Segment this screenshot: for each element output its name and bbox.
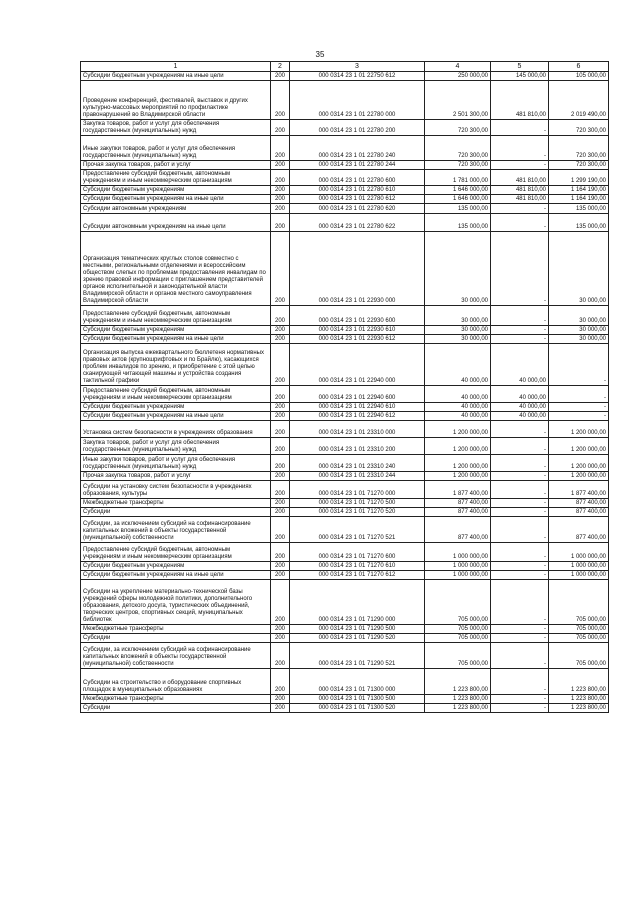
budget-code: 000 0314 23 1 01 22930 000 [290, 232, 425, 306]
executed-amount: - [491, 161, 549, 170]
table-row [81, 195, 609, 204]
remainder-amount: 720 300,00 [549, 120, 609, 136]
admin-code: 200 [271, 72, 290, 81]
budget-code: 000 0314 23 1 01 22780 610 [290, 186, 425, 195]
table-row [81, 186, 609, 195]
executed-amount: 145 000,00 [491, 72, 549, 81]
row-label: Субсидии бюджетным учреждениям на иные цели [81, 72, 271, 81]
row-label: Организация выпуска ежеквартального бюллетеня нормативных правовых актов (крупношрифтовых и по Брайлю), касающихся проблем инвалидов по зрению, и приобретение с этой целью сканирующей читающей машины и устройства создания тактильной графики [81, 344, 271, 386]
row-label: Субсидии [81, 634, 271, 643]
budget-code: 000 0314 23 1 01 71290 000 [290, 580, 425, 625]
approved-amount: 720 300,00 [425, 161, 491, 170]
executed-amount: - [491, 455, 549, 472]
executed-amount: - [491, 571, 549, 580]
executed-amount: - [491, 543, 549, 562]
budget-code: 000 0314 23 1 01 23310 244 [290, 472, 425, 481]
table-row [81, 204, 609, 214]
admin-code: 200 [271, 306, 290, 326]
table-row [81, 421, 609, 438]
table-row [81, 412, 609, 421]
budget-code: 000 0314 23 1 01 71270 520 [290, 508, 425, 517]
approved-amount: 250 000,00 [425, 72, 491, 81]
column-header: 6 [549, 62, 609, 72]
admin-code: 200 [271, 643, 290, 669]
executed-amount: - [491, 214, 549, 232]
row-label: Установка систем безопасности в учреждениях образования [81, 421, 271, 438]
remainder-amount: 720 300,00 [549, 161, 609, 170]
admin-code: 200 [271, 195, 290, 204]
table-row [81, 232, 609, 306]
admin-code: 200 [271, 580, 290, 625]
approved-amount: 30 000,00 [425, 306, 491, 326]
admin-code: 200 [271, 136, 290, 161]
admin-code: 200 [271, 562, 290, 571]
remainder-amount: 1 000 000,00 [549, 543, 609, 562]
executed-amount: - [491, 625, 549, 634]
table-row [81, 344, 609, 386]
executed-amount: - [491, 643, 549, 669]
executed-amount: - [491, 335, 549, 344]
budget-code: 000 0314 23 1 01 22940 610 [290, 403, 425, 412]
remainder-amount: 135 000,00 [549, 204, 609, 214]
row-label: Субсидии бюджетным учреждениям на иные цели [81, 195, 271, 204]
table-row [81, 214, 609, 232]
budget-code: 000 0314 23 1 01 71300 500 [290, 695, 425, 704]
table-row [81, 517, 609, 543]
approved-amount: 135 000,00 [425, 214, 491, 232]
approved-amount: 877 400,00 [425, 499, 491, 508]
approved-amount: 1 000 000,00 [425, 571, 491, 580]
remainder-amount: 1 000 000,00 [549, 571, 609, 580]
remainder-amount: 705 000,00 [549, 625, 609, 634]
table-row [81, 508, 609, 517]
row-label: Субсидии бюджетным учреждениям на иные цели [81, 412, 271, 421]
budget-code: 000 0314 23 1 01 22930 610 [290, 326, 425, 335]
table-row [81, 472, 609, 481]
row-label: Субсидии на строительство и оборудование спортивных площадок в муниципальных образованиях [81, 669, 271, 695]
remainder-amount: 105 000,00 [549, 72, 609, 81]
table-row [81, 403, 609, 412]
approved-amount: 705 000,00 [425, 643, 491, 669]
executed-amount: - [491, 517, 549, 543]
column-header: 5 [491, 62, 549, 72]
row-label: Предоставление субсидий бюджетным, автономным учреждениям и иным некоммерческим организациям [81, 543, 271, 562]
approved-amount: 30 000,00 [425, 335, 491, 344]
executed-amount: - [491, 580, 549, 625]
executed-amount: 40 000,00 [491, 344, 549, 386]
approved-amount: 720 300,00 [425, 120, 491, 136]
admin-code: 200 [271, 204, 290, 214]
approved-amount: 720 300,00 [425, 136, 491, 161]
budget-table [80, 61, 609, 713]
executed-amount: - [491, 326, 549, 335]
admin-code: 200 [271, 214, 290, 232]
executed-amount: - [491, 232, 549, 306]
budget-code: 000 0314 23 1 01 71290 521 [290, 643, 425, 669]
row-label: Организация тематических круглых столов совместно с местными, региональными отделениями и всероссийским обществом слепых по проблемам предоставления инвалидам по зрению правовой информации с приглашением представителей органов исполнительной и законодательной власти Владимирской области и органов местного самоуправления Владимирской области [81, 232, 271, 306]
executed-amount: 481 810,00 [491, 186, 549, 195]
remainder-amount: - [549, 344, 609, 386]
remainder-amount: 30 000,00 [549, 306, 609, 326]
remainder-amount: 877 400,00 [549, 508, 609, 517]
table-row [81, 161, 609, 170]
table-row [81, 643, 609, 669]
table-row [81, 695, 609, 704]
approved-amount: 1 223 800,00 [425, 704, 491, 713]
budget-code: 000 0314 23 1 01 22930 612 [290, 335, 425, 344]
approved-amount: 1 000 000,00 [425, 562, 491, 571]
admin-code: 200 [271, 499, 290, 508]
row-label: Субсидии автономным учреждениям [81, 204, 271, 214]
executed-amount: 481 810,00 [491, 195, 549, 204]
column-header: 3 [290, 62, 425, 72]
executed-amount: 40 000,00 [491, 412, 549, 421]
executed-amount: - [491, 421, 549, 438]
executed-amount: - [491, 472, 549, 481]
budget-code: 000 0314 23 1 01 22750 612 [290, 72, 425, 81]
row-label: Субсидии бюджетным учреждениям [81, 326, 271, 335]
budget-code: 000 0314 23 1 01 23310 240 [290, 455, 425, 472]
admin-code: 200 [271, 438, 290, 455]
remainder-amount: 720 300,00 [549, 136, 609, 161]
admin-code: 200 [271, 186, 290, 195]
budget-code: 000 0314 23 1 01 71300 520 [290, 704, 425, 713]
row-label: Прочая закупка товаров, работ и услуг [81, 161, 271, 170]
budget-code: 000 0314 23 1 01 71290 520 [290, 634, 425, 643]
remainder-amount: 1 877 400,00 [549, 481, 609, 499]
budget-code: 000 0314 23 1 01 71300 000 [290, 669, 425, 695]
admin-code: 200 [271, 625, 290, 634]
remainder-amount: 705 000,00 [549, 634, 609, 643]
row-label: Субсидии бюджетным учреждениям [81, 186, 271, 195]
row-label: Предоставление субсидий бюджетным, автономным учреждениям и иным некоммерческим организациям [81, 170, 271, 186]
table-row [81, 136, 609, 161]
approved-amount: 30 000,00 [425, 232, 491, 306]
budget-code: 000 0314 23 1 01 22930 600 [290, 306, 425, 326]
table-row [81, 306, 609, 326]
approved-amount: 1 200 000,00 [425, 472, 491, 481]
admin-code: 200 [271, 386, 290, 403]
remainder-amount: 30 000,00 [549, 232, 609, 306]
table-row [81, 499, 609, 508]
row-label: Предоставление субсидий бюджетным, автономным учреждениям и иным некоммерческим организациям [81, 386, 271, 403]
remainder-amount: 1 299 190,00 [549, 170, 609, 186]
row-label: Субсидии [81, 508, 271, 517]
row-label: Субсидии бюджетным учреждениям на иные цели [81, 335, 271, 344]
approved-amount: 705 000,00 [425, 580, 491, 625]
approved-amount: 877 400,00 [425, 508, 491, 517]
table-row [81, 625, 609, 634]
remainder-amount: - [549, 403, 609, 412]
approved-amount: 705 000,00 [425, 625, 491, 634]
remainder-amount: 877 400,00 [549, 517, 609, 543]
executed-amount: - [491, 481, 549, 499]
executed-amount: - [491, 704, 549, 713]
row-label: Субсидии бюджетным учреждениям [81, 403, 271, 412]
budget-code: 000 0314 23 1 01 71270 610 [290, 562, 425, 571]
executed-amount: - [491, 136, 549, 161]
budget-code: 000 0314 23 1 01 22780 000 [290, 81, 425, 120]
approved-amount: 40 000,00 [425, 386, 491, 403]
remainder-amount: 30 000,00 [549, 326, 609, 335]
approved-amount: 1 646 000,00 [425, 186, 491, 195]
table-row [81, 562, 609, 571]
table-row [81, 669, 609, 695]
remainder-amount: 135 000,00 [549, 214, 609, 232]
remainder-amount: 705 000,00 [549, 580, 609, 625]
row-label: Субсидии на укрепление материально-технической базы учреждений сферы молодежной политики, дополнительного образования, детского досуга, туристических объединений, творческих центров, спортивных секций, муниципальных библиотек [81, 580, 271, 625]
column-header: 4 [425, 62, 491, 72]
budget-code: 000 0314 23 1 01 71270 000 [290, 481, 425, 499]
admin-code: 200 [271, 81, 290, 120]
approved-amount: 1 223 800,00 [425, 669, 491, 695]
remainder-amount: 1 000 000,00 [549, 562, 609, 571]
executed-amount: - [491, 562, 549, 571]
remainder-amount: 1 200 000,00 [549, 472, 609, 481]
row-label: Предоставление субсидий бюджетным, автономным учреждениям и иным некоммерческим организациям [81, 306, 271, 326]
admin-code: 200 [271, 335, 290, 344]
page-number: 35 [315, 50, 325, 59]
table-row [81, 120, 609, 136]
remainder-amount: 2 019 490,00 [549, 81, 609, 120]
budget-code: 000 0314 23 1 01 71270 500 [290, 499, 425, 508]
approved-amount: 30 000,00 [425, 326, 491, 335]
remainder-amount: 1 223 800,00 [549, 695, 609, 704]
executed-amount: 40 000,00 [491, 386, 549, 403]
approved-amount: 1 200 000,00 [425, 421, 491, 438]
executed-amount: - [491, 695, 549, 704]
row-label: Субсидии на установку систем безопасности в учреждениях образования, культуры [81, 481, 271, 499]
approved-amount: 1 200 000,00 [425, 438, 491, 455]
row-label: Прочая закупка товаров, работ и услуг [81, 472, 271, 481]
budget-code: 000 0314 23 1 01 22780 620 [290, 204, 425, 214]
budget-code: 000 0314 23 1 01 22780 612 [290, 195, 425, 204]
admin-code: 200 [271, 508, 290, 517]
admin-code: 200 [271, 472, 290, 481]
column-header: 2 [271, 62, 290, 72]
admin-code: 200 [271, 326, 290, 335]
budget-code: 000 0314 23 1 01 23310 000 [290, 421, 425, 438]
table-row [81, 386, 609, 403]
table-row [81, 438, 609, 455]
column-header: 1 [81, 62, 271, 72]
row-label: Закупка товаров, работ и услуг для обеспечения государственных (муниципальных) нужд [81, 438, 271, 455]
admin-code: 200 [271, 704, 290, 713]
budget-code: 000 0314 23 1 01 71270 521 [290, 517, 425, 543]
row-label: Субсидии бюджетным учреждениям [81, 562, 271, 571]
header-row [81, 62, 609, 72]
approved-amount: 1 223 800,00 [425, 695, 491, 704]
remainder-amount: 1 164 190,00 [549, 195, 609, 204]
row-label: Субсидии, за исключением субсидий на софинансирование капитальных вложений в объекты государственной (муниципальной) собственности [81, 643, 271, 669]
admin-code: 200 [271, 543, 290, 562]
executed-amount: - [491, 508, 549, 517]
remainder-amount: 705 000,00 [549, 643, 609, 669]
approved-amount: 2 501 300,00 [425, 81, 491, 120]
row-label: Иные закупки товаров, работ и услуг для обеспечения государственных (муниципальных) нужд [81, 455, 271, 472]
admin-code: 200 [271, 421, 290, 438]
admin-code: 200 [271, 170, 290, 186]
table-row [81, 481, 609, 499]
budget-code: 000 0314 23 1 01 22780 244 [290, 161, 425, 170]
budget-code: 000 0314 23 1 01 22780 600 [290, 170, 425, 186]
approved-amount: 705 000,00 [425, 634, 491, 643]
executed-amount: - [491, 438, 549, 455]
approved-amount: 40 000,00 [425, 412, 491, 421]
table-row [81, 170, 609, 186]
budget-code: 000 0314 23 1 01 22940 612 [290, 412, 425, 421]
budget-code: 000 0314 23 1 01 22780 200 [290, 120, 425, 136]
row-label: Проведение конференций, фестивалей, выставок и других культурно-массовых мероприятий по профилактике правонарушений во Владимирской области [81, 81, 271, 120]
executed-amount: - [491, 499, 549, 508]
remainder-amount: 1 200 000,00 [549, 438, 609, 455]
budget-code: 000 0314 23 1 01 23310 200 [290, 438, 425, 455]
approved-amount: 1 781 000,00 [425, 170, 491, 186]
table-row [81, 580, 609, 625]
approved-amount: 135 000,00 [425, 204, 491, 214]
executed-amount: - [491, 634, 549, 643]
remainder-amount: 1 164 190,00 [549, 186, 609, 195]
row-label: Субсидии бюджетным учреждениям на иные цели [81, 571, 271, 580]
remainder-amount: 1 200 000,00 [549, 421, 609, 438]
remainder-amount: 30 000,00 [549, 335, 609, 344]
row-label: Субсидии [81, 704, 271, 713]
row-label: Субсидии, за исключением субсидий на софинансирование капитальных вложений в объекты государственной (муниципальной) собственности [81, 517, 271, 543]
table-row [81, 326, 609, 335]
remainder-amount: 1 223 800,00 [549, 669, 609, 695]
admin-code: 200 [271, 403, 290, 412]
executed-amount: 40 000,00 [491, 403, 549, 412]
budget-code: 000 0314 23 1 01 22940 000 [290, 344, 425, 386]
admin-code: 200 [271, 481, 290, 499]
executed-amount: 481 810,00 [491, 81, 549, 120]
admin-code: 200 [271, 695, 290, 704]
table-row [81, 72, 609, 81]
admin-code: 200 [271, 634, 290, 643]
row-label: Иные закупки товаров, работ и услуг для обеспечения государственных (муниципальных) нужд [81, 136, 271, 161]
remainder-amount: 1 223 800,00 [549, 704, 609, 713]
approved-amount: 1 000 000,00 [425, 543, 491, 562]
approved-amount: 877 400,00 [425, 517, 491, 543]
table-row [81, 571, 609, 580]
executed-amount: - [491, 669, 549, 695]
table-row [81, 335, 609, 344]
admin-code: 200 [271, 161, 290, 170]
row-label: Субсидии автономным учреждениям на иные цели [81, 214, 271, 232]
remainder-amount: 877 400,00 [549, 499, 609, 508]
admin-code: 200 [271, 669, 290, 695]
table-row [81, 634, 609, 643]
row-label: Межбюджетные трансферты [81, 499, 271, 508]
admin-code: 200 [271, 455, 290, 472]
row-label: Межбюджетные трансферты [81, 695, 271, 704]
admin-code: 200 [271, 412, 290, 421]
executed-amount: - [491, 306, 549, 326]
approved-amount: 1 200 000,00 [425, 455, 491, 472]
approved-amount: 1 877 400,00 [425, 481, 491, 499]
budget-code: 000 0314 23 1 01 71290 500 [290, 625, 425, 634]
row-label: Закупка товаров, работ и услуг для обеспечения государственных (муниципальных) нужд [81, 120, 271, 136]
remainder-amount: 1 200 000,00 [549, 455, 609, 472]
table-row [81, 81, 609, 120]
admin-code: 200 [271, 232, 290, 306]
admin-code: 200 [271, 120, 290, 136]
approved-amount: 1 646 000,00 [425, 195, 491, 204]
executed-amount: - [491, 204, 549, 214]
approved-amount: 40 000,00 [425, 403, 491, 412]
executed-amount: 481 810,00 [491, 170, 549, 186]
budget-code: 000 0314 23 1 01 22780 240 [290, 136, 425, 161]
remainder-amount: - [549, 386, 609, 403]
budget-code: 000 0314 23 1 01 71270 612 [290, 571, 425, 580]
admin-code: 200 [271, 571, 290, 580]
table-row [81, 704, 609, 713]
budget-code: 000 0314 23 1 01 22780 622 [290, 214, 425, 232]
budget-code: 000 0314 23 1 01 22940 600 [290, 386, 425, 403]
table-row [81, 455, 609, 472]
admin-code: 200 [271, 344, 290, 386]
budget-code: 000 0314 23 1 01 71270 600 [290, 543, 425, 562]
row-label: Межбюджетные трансферты [81, 625, 271, 634]
approved-amount: 40 000,00 [425, 344, 491, 386]
executed-amount: - [491, 120, 549, 136]
remainder-amount: - [549, 412, 609, 421]
admin-code: 200 [271, 517, 290, 543]
table-row [81, 543, 609, 562]
